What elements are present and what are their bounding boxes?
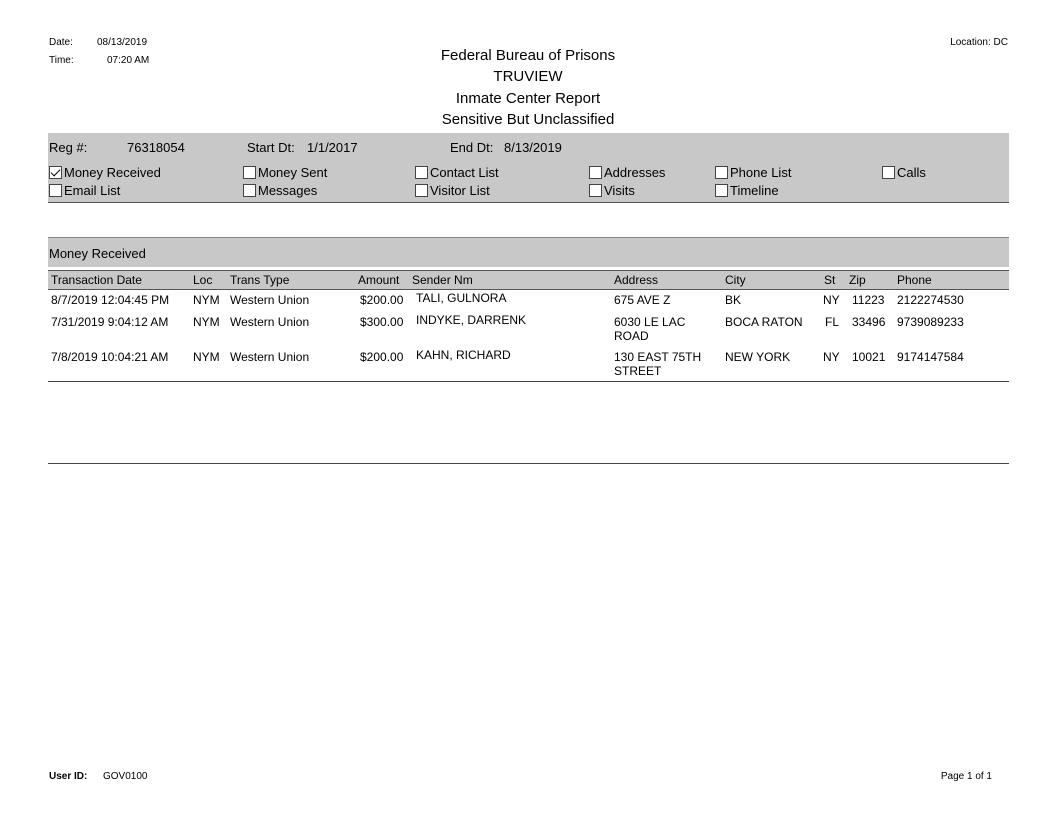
checkbox-empty-icon [589,184,602,197]
checkbox-empty-icon [415,184,428,197]
section-title: Money Received [49,246,146,261]
cell-type: Western Union [230,350,310,364]
section-end-rule [48,463,1009,464]
checkbox-empty-icon [415,166,428,179]
filter-panel [48,133,1009,203]
checkbox-calls[interactable]: Calls [882,165,926,180]
checkbox-empty-icon [589,166,602,179]
cell-sender: KAHN, RICHARD [416,348,511,362]
report-classification: Sensitive But Unclassified [441,111,615,128]
checkbox-empty-icon [243,184,256,197]
checkbox-money-received[interactable]: Money Received [49,165,161,180]
cell-address: 675 AVE Z [614,293,671,307]
checkbox-email-list[interactable]: Email List [49,183,120,198]
reg-label: Reg #: [49,140,88,155]
column-header-type: Trans Type [230,273,290,287]
column-header-state: St [824,273,836,287]
cell-zip: 33496 [852,315,886,329]
end-date-label: End Dt: [450,140,494,155]
checkbox-empty-icon [715,184,728,197]
cell-amount: $200.00 [360,350,404,364]
table-header [48,270,1009,290]
checkbox-empty-icon [882,166,895,179]
cell-date: 7/8/2019 10:04:21 AM [51,350,169,364]
cell-zip: 11223 [852,293,885,307]
checkbox-addresses[interactable]: Addresses [589,165,665,180]
report-name: Inmate Center Report [455,90,601,107]
column-header-city: City [725,273,746,287]
cell-state: NY [823,293,840,307]
cell-city: NEW YORK [725,350,791,364]
cell-phone: 9174147584 [897,350,964,364]
table-bottom-rule [48,381,1009,382]
date-value: 08/13/2019 [97,37,148,48]
cell-address-line2: STREET [614,364,662,378]
column-header-date: Transaction Date [51,273,142,287]
checkbox-empty-icon [49,184,62,197]
column-header-amount: Amount [358,273,400,287]
checkbox-phone-list[interactable]: Phone List [715,165,791,180]
cell-city: BK [725,293,742,307]
cell-amount: $300.00 [360,315,404,329]
start-date-label: Start Dt: [247,140,295,155]
user-id-label: User ID: [49,771,88,782]
checkbox-timeline[interactable]: Timeline [715,183,779,198]
cell-zip: 10021 [852,350,886,364]
cell-sender: INDYKE, DARRENK [416,313,527,327]
section-header [48,237,1009,267]
cell-loc: NYM [193,293,220,307]
time-label: Time: [49,55,74,66]
checkbox-checked-icon [49,166,62,179]
end-date-value: 8/13/2019 [504,140,562,155]
checkbox-empty-icon [243,166,256,179]
cell-amount: $200.00 [360,293,404,307]
table-row [48,350,1009,380]
column-header-sender: Sender Nm [412,273,473,287]
cell-state: NY [823,350,840,364]
location: Location: DC [950,37,1008,48]
cell-phone: 9739089233 [897,315,964,329]
time-value: 07:20 AM [107,55,150,66]
column-header-address: Address [614,273,659,287]
checkbox-contact-list[interactable]: Contact List [415,165,499,180]
checkbox-money-sent[interactable]: Money Sent [243,165,327,180]
column-header-loc: Loc [193,273,213,287]
checkbox-visits[interactable]: Visits [589,183,635,198]
cell-date: 8/7/2019 12:04:45 PM [51,293,170,307]
page-number: Page 1 of 1 [940,771,992,782]
cell-city: BOCA RATON [725,315,803,329]
cell-address-line2: ROAD [614,329,649,343]
cell-state: FL [825,315,840,329]
table-row [48,293,1009,311]
report-agency: Federal Bureau of Prisons [440,47,616,64]
checkbox-messages[interactable]: Messages [243,183,317,198]
report-system: TRUVIEW [493,68,563,85]
cell-loc: NYM [193,350,220,364]
cell-sender: TALI, GULNORA [416,291,507,305]
cell-date: 7/31/2019 9:04:12 AM [51,315,169,329]
user-id-value: GOV0100 [103,771,148,782]
column-header-zip: Zip [849,273,866,287]
cell-type: Western Union [230,293,310,307]
table-row [48,315,1009,345]
cell-phone: 2122274530 [897,293,964,307]
start-date-value: 1/1/2017 [307,140,358,155]
cell-address-line1: 6030 LE LAC [614,315,686,329]
date-label: Date: [49,37,73,48]
checkbox-visitor-list[interactable]: Visitor List [415,183,490,198]
checkbox-empty-icon [715,166,728,179]
column-header-phone: Phone [897,273,932,287]
reg-value: 76318054 [127,140,185,155]
cell-address-line1: 130 EAST 75TH [614,350,702,364]
cell-type: Western Union [230,315,310,329]
cell-loc: NYM [193,315,220,329]
